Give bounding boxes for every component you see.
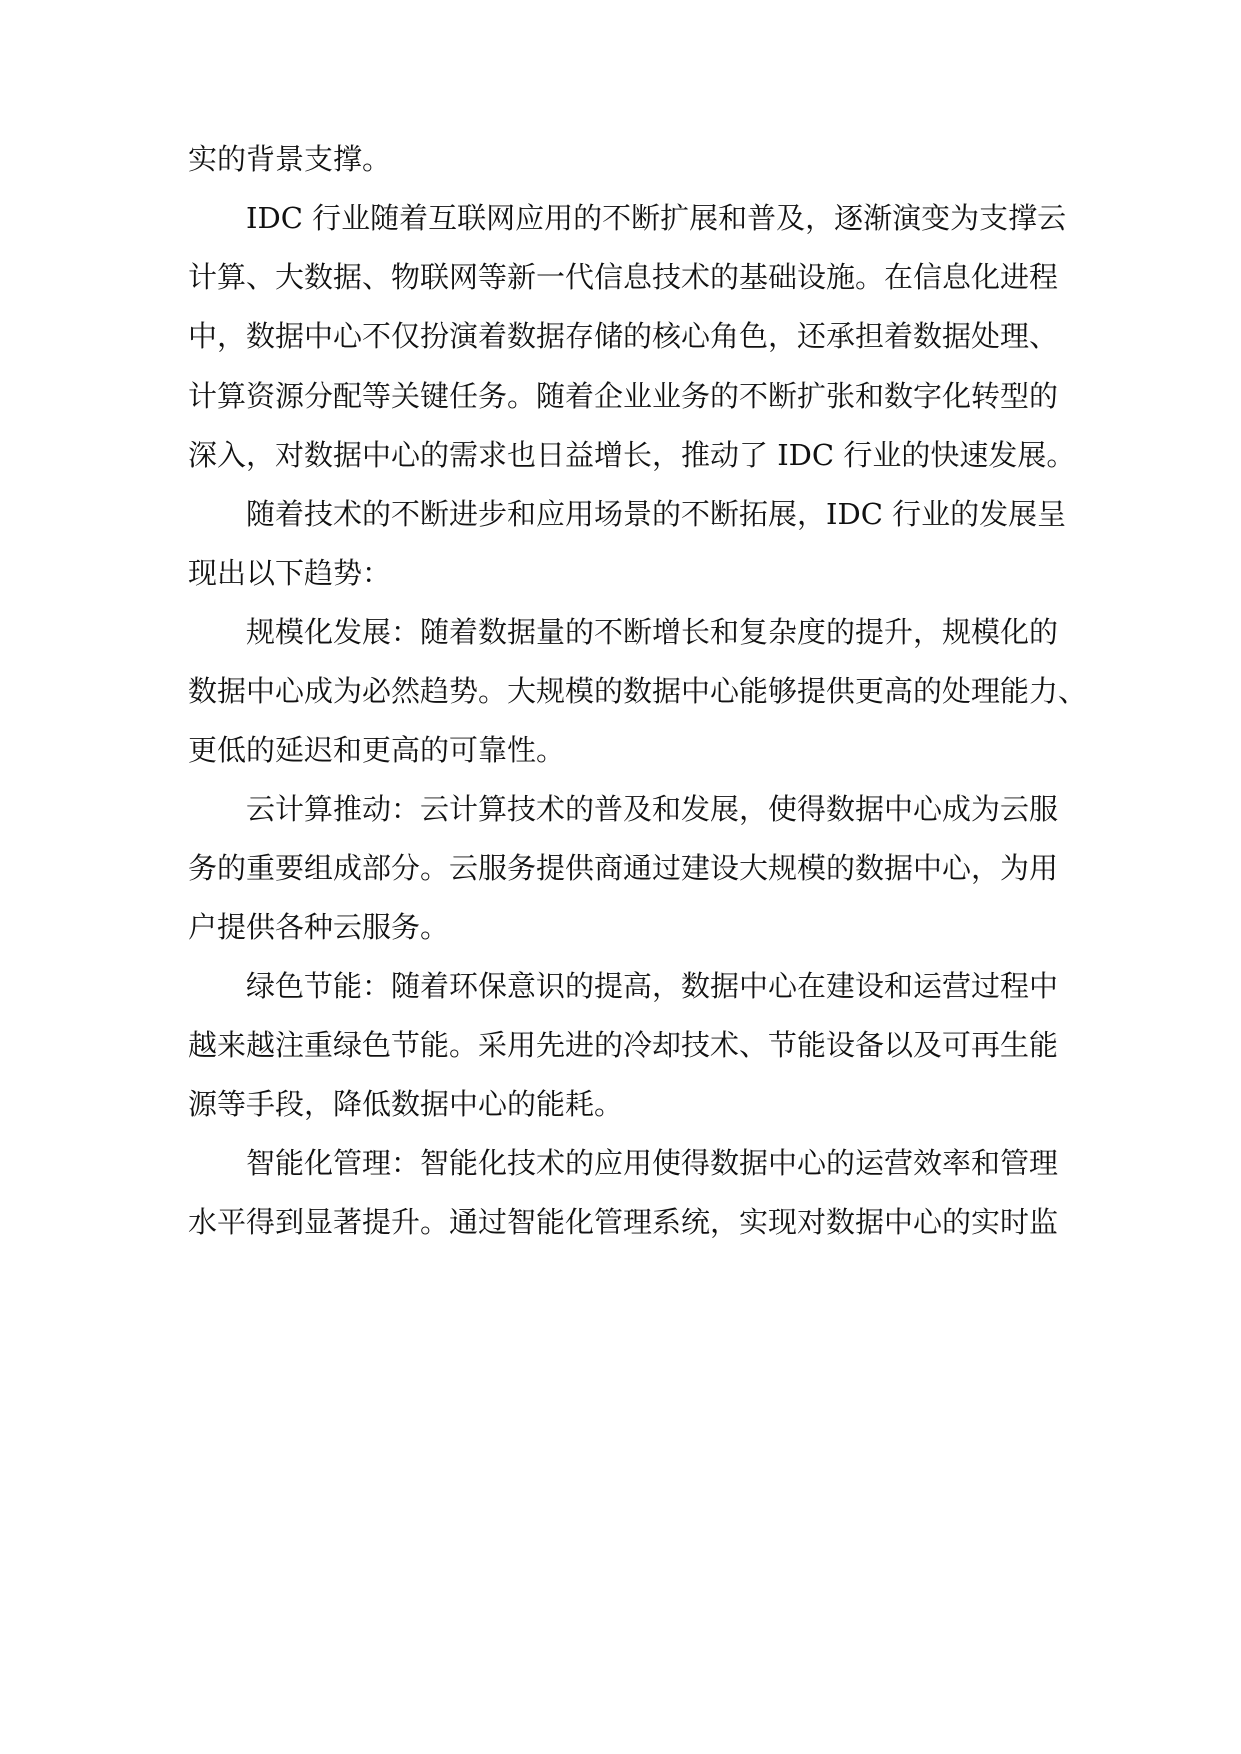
text-line: 云计算推动：云计算技术的普及和发展，使得数据中心成为云服 [246,792,1059,826]
text-line: 计算资源分配等关键任务。随着企业业务的不断扩张和数字化转型的 [188,379,1059,413]
text-line: 实的背景支撑。 [188,142,392,176]
text-line: 源等手段，降低数据中心的能耗。 [188,1087,624,1121]
text-line: IDC 行业随着互联网应用的不断扩展和普及，逐渐演变为支撑云 [246,201,1067,235]
text-line: 计算、大数据、物联网等新一代信息技术的基础设施。在信息化进程 [188,260,1059,294]
text-line: 现出以下趋势： [188,556,392,590]
text-line: 规模化发展：随着数据量的不断增长和复杂度的提升，规模化的 [246,615,1059,649]
text-line: 深入，对数据中心的需求也日益增长，推动了 IDC 行业的快速发展。 [188,438,1076,472]
text-line: 务的重要组成部分。云服务提供商通过建设大规模的数据中心，为用 [188,851,1059,885]
text-line: 随着技术的不断进步和应用场景的不断拓展，IDC 行业的发展呈 [246,497,1067,531]
text-line: 中，数据中心不仅扮演着数据存储的核心角色，还承担着数据处理、 [188,319,1059,353]
text-line: 数据中心成为必然趋势。大规模的数据中心能够提供更高的处理能力、 [188,674,1088,708]
text-line: 水平得到显著提升。通过智能化管理系统，实现对数据中心的实时监 [188,1205,1059,1239]
text-line: 智能化管理：智能化技术的应用使得数据中心的运营效率和管理 [246,1146,1059,1180]
text-line: 越来越注重绿色节能。采用先进的冷却技术、节能设备以及可再生能 [188,1028,1059,1062]
text-line: 更低的延迟和更高的可靠性。 [188,733,566,767]
text-line: 户提供各种云服务。 [188,910,450,944]
text-line: 绿色节能：随着环保意识的提高，数据中心在建设和运营过程中 [246,969,1059,1003]
